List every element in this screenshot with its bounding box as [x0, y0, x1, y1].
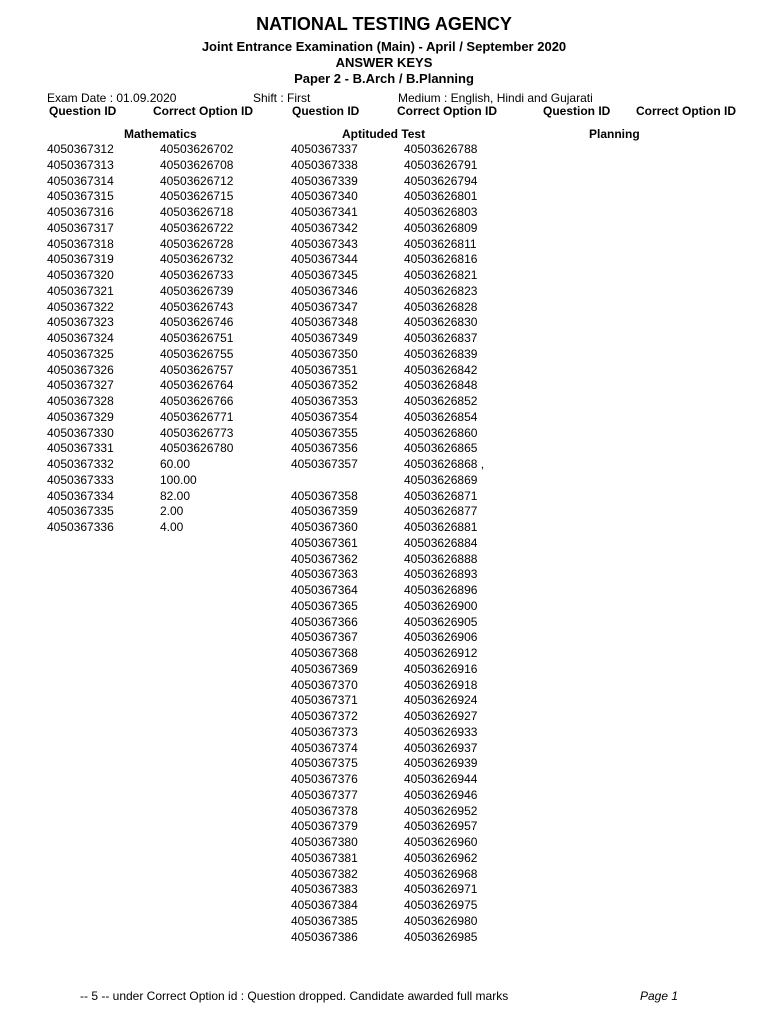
table-cell: 4050367374: [291, 740, 358, 755]
table-cell: 40503626918: [404, 677, 478, 692]
table-cell: 40503626877: [404, 504, 478, 519]
table-cell: 40503626912: [404, 646, 478, 660]
table-cell: 4050367361: [291, 535, 358, 550]
table-cell: 4050367365: [291, 598, 358, 613]
table-cell: 40503626860: [404, 425, 478, 440]
table-cell: 40503626708: [160, 157, 234, 172]
table-cell: 4050367339: [291, 173, 358, 188]
table-cell: 40503626927: [404, 709, 478, 723]
exam-subtitle: Joint Entrance Examination (Main) - April / September 2020: [201, 39, 567, 54]
table-cell: 4050367338: [291, 157, 358, 172]
math-question-id-header: Question ID: [49, 104, 117, 118]
table-cell: 40503626842: [404, 362, 478, 377]
table-cell: 4050367385: [291, 913, 358, 928]
aptitude-answer-list: [404, 142, 484, 945]
table-cell: 40503626888: [404, 551, 478, 566]
table-cell: 4050367335: [47, 504, 114, 519]
table-cell: 40503626743: [160, 299, 234, 314]
table-cell: 4050367316: [47, 205, 114, 219]
table-cell: 40503626803: [404, 205, 478, 219]
table-cell: 82.00: [160, 488, 191, 503]
table-cell: 40503626893: [404, 567, 478, 582]
aptitude-correct-option-header: Correct Option ID: [397, 104, 498, 118]
table-cell: 40503626933: [404, 724, 478, 739]
table-cell: 40503626975: [404, 898, 478, 912]
table-cell: 40503626957: [404, 819, 478, 834]
table-cell: 40503626764: [160, 378, 234, 393]
table-cell: 40503626751: [160, 331, 234, 345]
table-cell: 40503626712: [160, 173, 234, 188]
table-cell: 40503626791: [404, 157, 478, 172]
table-cell: 4050367343: [291, 236, 358, 251]
table-cell: 40503626848: [404, 378, 478, 393]
table-cell: 40503626755: [160, 346, 234, 361]
table-cell: 40503626868 ,: [404, 457, 485, 471]
table-cell: 4050367336: [47, 520, 114, 534]
table-cell: 4050367351: [291, 362, 358, 377]
table-cell: 40503626746: [160, 315, 234, 330]
table-cell: 40503626823: [404, 283, 478, 298]
table-cell: 4050367370: [291, 677, 358, 692]
table-cell: 40503626980: [404, 913, 478, 928]
table-cell: 4050367323: [47, 315, 114, 330]
document-title: NATIONAL TESTING AGENCY: [256, 14, 512, 34]
paper-heading: Paper 2 - B.Arch / B.Planning: [294, 71, 474, 86]
table-cell: 40503626865: [404, 441, 478, 456]
aptitude-question-id-header: Question ID: [292, 104, 360, 118]
table-cell: 40503626962: [404, 850, 478, 865]
table-cell: 40503626952: [404, 803, 478, 818]
table-cell: 40503626896: [404, 583, 478, 597]
table-cell: 40503626906: [404, 630, 478, 645]
table-cell: 4050367330: [47, 425, 114, 440]
table-cell: 40503626722: [160, 220, 234, 235]
table-cell: 4050367360: [291, 520, 358, 534]
table-cell: 40503626837: [404, 331, 478, 345]
table-cell: 4050367369: [291, 661, 358, 676]
table-cell: 4050367381: [291, 850, 358, 865]
math-correct-option-header: Correct Option ID: [153, 104, 254, 118]
table-cell: 40503626937: [404, 740, 478, 755]
footer-note: -- 5 -- under Correct Option id : Question dropped. Candidate awarded full marks: [80, 989, 509, 1003]
table-cell: 40503626766: [160, 394, 234, 408]
table-cell: 40503626733: [160, 268, 234, 282]
table-cell: 4050367345: [291, 268, 358, 282]
table-cell: 4050367357: [291, 457, 358, 471]
planning-question-id-header: Question ID: [543, 104, 611, 118]
table-cell: 40503626924: [404, 693, 478, 708]
table-cell: 4050367332: [47, 457, 114, 471]
mathematics-section-title: Mathematics: [124, 127, 197, 141]
table-cell: 40503626839: [404, 346, 478, 361]
table-cell: 40503626869: [404, 472, 478, 487]
table-cell: 40503626728: [160, 236, 234, 251]
table-cell: 40503626946: [404, 787, 478, 802]
table-cell: 4050367346: [291, 283, 358, 298]
table-cell: 40503626739: [160, 283, 234, 298]
table-cell: 40503626821: [404, 268, 478, 282]
table-cell: 4050367349: [291, 331, 358, 345]
aptitude-section-title: Aptituded Test: [342, 127, 426, 141]
table-cell: 4050367333: [47, 472, 114, 487]
table-cell: 40503626816: [404, 252, 478, 267]
medium-label: Medium : English, Hindi and Gujarati: [398, 91, 593, 105]
planning-correct-option-header: Correct Option ID: [636, 104, 737, 118]
table-cell: 40503626811: [404, 236, 477, 251]
table-cell: 4050367315: [47, 189, 114, 204]
table-cell: 4050367356: [291, 441, 358, 456]
table-cell: 40503626944: [404, 772, 478, 786]
table-cell: 60.00: [160, 457, 191, 471]
table-cell: 40503626854: [404, 409, 478, 424]
table-cell: 4050367378: [291, 803, 358, 818]
table-cell: 4050367375: [291, 756, 358, 771]
table-cell: 4050367344: [291, 252, 358, 267]
table-cell: 40503626900: [404, 598, 478, 613]
table-cell: 40503626971: [404, 882, 478, 897]
table-cell: 4050367362: [291, 551, 358, 566]
table-cell: 40503626916: [404, 661, 478, 676]
planning-section-title: Planning: [589, 127, 640, 141]
table-cell: 4050367373: [291, 724, 358, 739]
table-cell: [291, 473, 358, 489]
table-cell: 4050367317: [47, 220, 114, 235]
mathematics-question-list: [47, 142, 114, 536]
table-cell: 4050367321: [47, 283, 114, 298]
table-cell: 2.00: [160, 504, 184, 519]
table-cell: 4050367350: [291, 346, 358, 361]
exam-date: Exam Date : 01.09.2020: [47, 91, 177, 105]
table-cell: 4050367324: [47, 331, 114, 345]
table-cell: 4050367379: [291, 819, 358, 834]
table-cell: 4050367320: [47, 268, 114, 282]
table-cell: 4050367372: [291, 709, 358, 723]
table-cell: 40503626718: [160, 205, 234, 219]
table-cell: 4050367347: [291, 299, 358, 314]
table-cell: 40503626968: [404, 866, 478, 881]
table-cell: 40503626794: [404, 173, 478, 188]
table-cell: 40503626884: [404, 535, 478, 550]
table-cell: 4050367371: [291, 693, 358, 708]
answer-keys-heading: ANSWER KEYS: [335, 55, 433, 70]
table-cell: 4050367341: [291, 205, 358, 219]
table-cell: 40503626780: [160, 441, 234, 456]
table-cell: 40503626715: [160, 189, 234, 204]
table-cell: 4050367367: [291, 630, 358, 645]
shift-label: Shift : First: [253, 91, 311, 105]
table-cell: 4050367326: [47, 362, 114, 377]
table-cell: 4050367380: [291, 835, 358, 849]
table-cell: 40503626985: [404, 929, 478, 944]
table-cell: 4050367363: [291, 567, 358, 582]
table-cell: 40503626871: [404, 488, 478, 503]
table-cell: 40503626828: [404, 299, 478, 314]
table-cell: 40503626702: [160, 142, 234, 156]
table-cell: 4050367354: [291, 409, 358, 424]
table-cell: 40503626771: [160, 409, 234, 424]
table-cell: 4050367322: [47, 299, 114, 314]
table-cell: 40503626960: [404, 835, 478, 849]
table-cell: 4050367337: [291, 142, 358, 156]
mathematics-answer-list: [160, 142, 233, 536]
table-cell: 4050367376: [291, 772, 358, 786]
table-cell: 40503626939: [404, 756, 478, 771]
table-cell: 4050367364: [291, 583, 358, 597]
table-cell: 40503626773: [160, 425, 234, 440]
table-cell: 4050367348: [291, 315, 358, 330]
table-cell: 4050367366: [291, 614, 358, 629]
table-cell: 4050367319: [47, 252, 114, 267]
table-cell: 4050367314: [47, 173, 114, 188]
table-cell: 4.00: [160, 520, 184, 534]
table-cell: 4050367342: [291, 220, 358, 235]
table-cell: 4050367329: [47, 409, 114, 424]
table-cell: 40503626830: [404, 315, 478, 330]
table-cell: 40503626881: [404, 520, 478, 534]
table-cell: 4050367340: [291, 189, 358, 204]
aptitude-question-list: [291, 142, 358, 945]
table-cell: 4050367355: [291, 425, 358, 440]
table-cell: 40503626852: [404, 394, 478, 408]
table-cell: 4050367384: [291, 898, 358, 912]
table-cell: 40503626801: [404, 189, 478, 204]
table-cell: 40503626809: [404, 220, 478, 235]
table-cell: 40503626905: [404, 614, 478, 629]
table-cell: 4050367358: [291, 488, 358, 503]
page-number: Page 1: [640, 989, 679, 1003]
table-cell: 4050367331: [47, 441, 114, 456]
table-cell: 4050367325: [47, 346, 114, 361]
table-cell: 4050367353: [291, 394, 358, 408]
table-cell: 40503626732: [160, 252, 234, 267]
table-cell: 4050367328: [47, 394, 114, 408]
table-cell: 40503626788: [404, 142, 478, 156]
table-cell: 4050367386: [291, 929, 358, 944]
table-cell: 4050367318: [47, 236, 114, 251]
table-cell: 4050367383: [291, 882, 358, 897]
table-cell: 100.00: [160, 472, 197, 487]
table-cell: 4050367313: [47, 157, 114, 172]
table-cell: 4050367368: [291, 646, 358, 660]
table-cell: 4050367352: [291, 378, 358, 393]
table-cell: 4050367359: [291, 504, 358, 519]
table-cell: 4050367312: [47, 142, 114, 156]
table-cell: 4050367377: [291, 787, 358, 802]
table-cell: 40503626757: [160, 362, 234, 377]
table-cell: 4050367327: [47, 378, 114, 393]
table-cell: 4050367334: [47, 488, 114, 503]
table-cell: 4050367382: [291, 866, 358, 881]
